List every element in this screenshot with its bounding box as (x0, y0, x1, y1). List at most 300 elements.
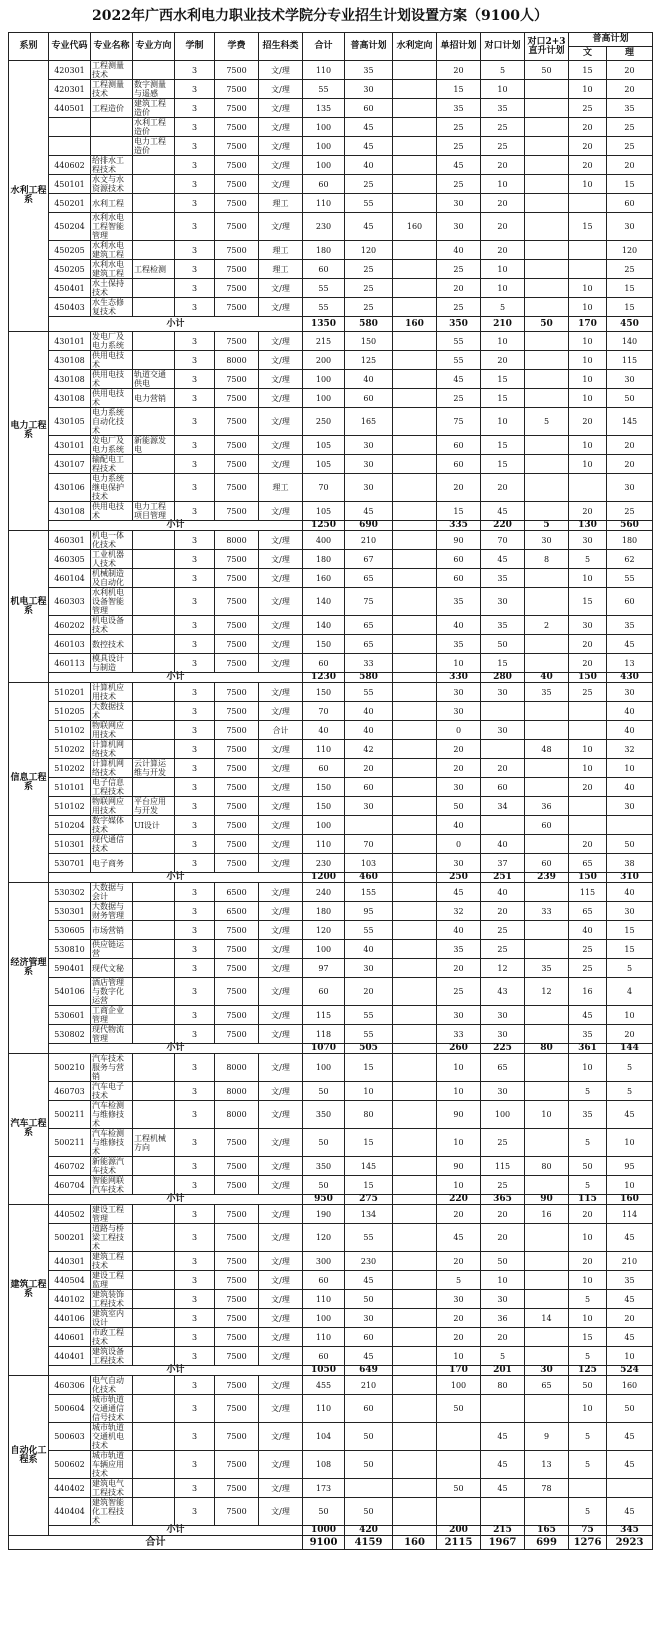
table-cell: 15 (481, 455, 525, 474)
table-cell (133, 616, 175, 635)
table-cell: 文/理 (259, 137, 303, 156)
table-cell: 7500 (215, 1129, 259, 1157)
table-cell: 210 (607, 1252, 653, 1271)
table-row (9, 797, 653, 816)
table-cell: 65 (345, 635, 393, 654)
table-cell: 20 (481, 156, 525, 175)
table-cell: 3 (175, 816, 215, 835)
table-row (9, 635, 653, 654)
table-cell: 35 (607, 616, 653, 635)
table-row (9, 1290, 653, 1309)
table-cell (393, 118, 437, 137)
table-cell: 20 (607, 1309, 653, 1328)
table-cell: 文/理 (259, 1423, 303, 1451)
table-cell: 115 (607, 351, 653, 370)
table-cell (525, 759, 569, 778)
table-cell (393, 635, 437, 654)
table-row (9, 118, 653, 137)
subtotal-cell: 90 (525, 1195, 569, 1205)
subtotal-cell: 275 (345, 1195, 393, 1205)
table-cell: 40 (345, 370, 393, 389)
table-cell (393, 959, 437, 978)
table-cell: 文/理 (259, 740, 303, 759)
table-cell (393, 436, 437, 455)
table-cell: 30 (607, 474, 653, 502)
table-cell: 100 (303, 137, 345, 156)
table-cell: 105 (303, 502, 345, 521)
subtotal-cell: 365 (481, 1195, 525, 1205)
table-cell (393, 921, 437, 940)
subtotal-row (9, 521, 653, 531)
subtotal-cell: 144 (607, 1044, 653, 1054)
subtotal-cell: 260 (437, 1044, 481, 1054)
table-cell (345, 816, 393, 835)
table-cell: 5 (569, 1423, 607, 1451)
table-cell: 5 (569, 1347, 607, 1366)
subtotal-cell: 950 (303, 1195, 345, 1205)
table-cell: 75 (437, 408, 481, 436)
table-row (9, 455, 653, 474)
table-cell: 50 (437, 1395, 481, 1423)
table-cell: 460103 (49, 635, 91, 654)
table-cell: 3 (175, 279, 215, 298)
table-row (9, 759, 653, 778)
subtotal-cell: 125 (569, 1366, 607, 1376)
table-cell (133, 1376, 175, 1395)
table-cell (133, 1025, 175, 1044)
table-cell (133, 569, 175, 588)
table-cell: 7500 (215, 1451, 259, 1479)
table-cell: 3 (175, 654, 215, 673)
table-cell: 45 (345, 1347, 393, 1366)
table-cell: 3 (175, 1376, 215, 1395)
table-cell: 15 (607, 921, 653, 940)
table-cell: 合计 (259, 721, 303, 740)
table-cell: 7500 (215, 80, 259, 99)
table-cell (569, 702, 607, 721)
table-cell: 文/理 (259, 816, 303, 835)
table-cell: 文/理 (259, 1082, 303, 1101)
table-cell: 数控技术 (91, 635, 133, 654)
table-cell (481, 1498, 525, 1526)
table-cell: 文/理 (259, 531, 303, 550)
table-cell: 173 (303, 1479, 345, 1498)
table-cell (393, 1157, 437, 1176)
table-cell: 3 (175, 778, 215, 797)
table-cell (393, 550, 437, 569)
table-cell: 15 (437, 502, 481, 521)
table-cell: 建设工程管理 (91, 1205, 133, 1224)
subtotal-cell: 250 (437, 873, 481, 883)
table-cell: 3 (175, 854, 215, 873)
table-cell: 140 (607, 332, 653, 351)
table-cell: 20 (607, 61, 653, 80)
table-cell: 460202 (49, 616, 91, 635)
table-cell: 35 (525, 683, 569, 702)
table-cell: 电力营销 (133, 389, 175, 408)
table-row (9, 1252, 653, 1271)
table-cell: 460702 (49, 1157, 91, 1176)
table-cell: 45 (481, 1451, 525, 1479)
table-cell: 55 (345, 1224, 393, 1252)
table-cell: 55 (345, 683, 393, 702)
table-cell (393, 156, 437, 175)
table-cell: 3 (175, 1328, 215, 1347)
table-cell: 轨道交通供电 (133, 370, 175, 389)
table-cell: 文/理 (259, 921, 303, 940)
table-cell: 10 (569, 1309, 607, 1328)
subtotal-cell: 5 (525, 521, 569, 531)
table-cell: 460305 (49, 550, 91, 569)
table-cell: 30 (345, 455, 393, 474)
table-cell: 20 (437, 474, 481, 502)
table-cell: 40 (437, 616, 481, 635)
table-cell: 7500 (215, 194, 259, 213)
subtotal-cell: 160 (607, 1195, 653, 1205)
table-cell (607, 816, 653, 835)
table-cell (525, 1395, 569, 1423)
table-cell: 工程机械方向 (133, 1129, 175, 1157)
table-cell: 云计算运维与开发 (133, 759, 175, 778)
table-cell: 汽车技术服务与营销 (91, 1054, 133, 1082)
table-cell: 45 (481, 502, 525, 521)
table-cell: 市政工程技术 (91, 1328, 133, 1347)
table-cell: 7500 (215, 1176, 259, 1195)
table-cell: 10 (569, 1224, 607, 1252)
table-cell: 现代文秘 (91, 959, 133, 978)
table-cell: 7500 (215, 721, 259, 740)
table-row (9, 1376, 653, 1395)
dept-cell: 机电工程系 (9, 531, 49, 683)
table-cell: 65 (481, 1054, 525, 1082)
table-cell (393, 370, 437, 389)
table-cell (345, 1479, 393, 1498)
table-cell: 20 (345, 978, 393, 1006)
table-cell: 5 (525, 408, 569, 436)
table-cell (91, 118, 133, 137)
table-cell: 430108 (49, 502, 91, 521)
table-cell: 建筑装饰工程技术 (91, 1290, 133, 1309)
table-cell (393, 835, 437, 854)
table-cell: 文/理 (259, 1129, 303, 1157)
total-cell: 1967 (481, 1536, 525, 1550)
table-cell: 450403 (49, 298, 91, 317)
table-cell: 460306 (49, 1376, 91, 1395)
table-cell: 440106 (49, 1309, 91, 1328)
table-cell (525, 835, 569, 854)
table-cell: 20 (607, 1025, 653, 1044)
subtotal-cell: 310 (607, 873, 653, 883)
subtotal-row (9, 1195, 653, 1205)
table-cell: 430107 (49, 455, 91, 474)
table-cell: 3 (175, 156, 215, 175)
table-cell: 190 (303, 1205, 345, 1224)
table-cell (133, 959, 175, 978)
table-row (9, 1224, 653, 1252)
table-cell: 文/理 (259, 1224, 303, 1252)
table-cell: 7500 (215, 279, 259, 298)
table-cell: 8000 (215, 351, 259, 370)
table-cell: 16 (569, 978, 607, 1006)
table-cell: 60 (607, 194, 653, 213)
table-cell (393, 683, 437, 702)
table-cell: 文/理 (259, 332, 303, 351)
table-cell: 65 (569, 854, 607, 873)
table-cell: 120 (303, 921, 345, 940)
table-row (9, 835, 653, 854)
table-cell: 水利机电设备智能管理 (91, 588, 133, 616)
table-cell: 20 (481, 1224, 525, 1252)
table-cell: 50 (481, 635, 525, 654)
table-cell: 430101 (49, 332, 91, 351)
table-cell: 文/理 (259, 569, 303, 588)
table-cell: 65 (525, 1376, 569, 1395)
table-cell: 35 (607, 1271, 653, 1290)
subtotal-row (9, 1044, 653, 1054)
table-cell (133, 902, 175, 921)
table-cell: UI设计 (133, 816, 175, 835)
table-cell: 25 (481, 921, 525, 940)
table-cell (525, 502, 569, 521)
table-cell: 建筑设备工程技术 (91, 1347, 133, 1366)
subtotal-cell: 350 (437, 317, 481, 332)
table-cell: 510202 (49, 740, 91, 759)
table-cell: 7500 (215, 1025, 259, 1044)
table-row (9, 531, 653, 550)
table-cell: 350 (303, 1157, 345, 1176)
table-cell: 45 (607, 1498, 653, 1526)
table-cell: 7500 (215, 1205, 259, 1224)
table-cell: 7500 (215, 921, 259, 940)
table-cell: 40 (437, 241, 481, 260)
table-cell: 电力工程造价 (133, 137, 175, 156)
table-cell: 3 (175, 1006, 215, 1025)
table-cell (525, 1054, 569, 1082)
table-cell: 25 (345, 260, 393, 279)
table-cell: 455 (303, 1376, 345, 1395)
table-row (9, 616, 653, 635)
table-cell: 10 (607, 1176, 653, 1195)
table-cell (393, 1176, 437, 1195)
table-cell: 7500 (215, 175, 259, 194)
table-cell (133, 854, 175, 873)
table-row (9, 1101, 653, 1129)
table-cell (133, 1498, 175, 1526)
table-cell: 20 (481, 351, 525, 370)
subtotal-cell: 210 (481, 317, 525, 332)
table-cell: 120 (303, 1224, 345, 1252)
table-cell: 文/理 (259, 635, 303, 654)
table-cell: 460303 (49, 588, 91, 616)
table-cell (133, 835, 175, 854)
table-cell: 10 (569, 389, 607, 408)
table-cell: 440602 (49, 156, 91, 175)
subtotal-cell (393, 1044, 437, 1054)
table-cell: 5 (569, 550, 607, 569)
table-cell (393, 502, 437, 521)
table-cell: 8000 (215, 1054, 259, 1082)
table-cell: 7500 (215, 1423, 259, 1451)
table-cell: 530810 (49, 940, 91, 959)
table-row (9, 569, 653, 588)
table-cell: 40 (345, 940, 393, 959)
table-cell: 30 (345, 959, 393, 978)
table-cell: 15 (481, 436, 525, 455)
table-cell: 20 (569, 156, 607, 175)
table-cell (133, 702, 175, 721)
table-row (9, 1157, 653, 1176)
table-cell: 33 (345, 654, 393, 673)
table-cell: 文/理 (259, 1328, 303, 1347)
table-cell: 5 (481, 61, 525, 80)
table-cell: 发电厂及电力系统 (91, 332, 133, 351)
table-cell (393, 1025, 437, 1044)
table-cell: 新能源汽车技术 (91, 1157, 133, 1176)
table-cell: 7500 (215, 702, 259, 721)
table-cell: 25 (437, 175, 481, 194)
table-cell: 物联网应用技术 (91, 797, 133, 816)
table-cell (133, 588, 175, 616)
subtotal-cell: 150 (569, 673, 607, 683)
subtotal-cell: 75 (569, 1526, 607, 1536)
table-cell: 55 (607, 569, 653, 588)
table-cell: 7500 (215, 455, 259, 474)
table-cell: 440601 (49, 1328, 91, 1347)
table-cell: 25 (569, 99, 607, 118)
table-cell: 7500 (215, 436, 259, 455)
table-cell: 50 (569, 1376, 607, 1395)
table-cell: 90 (437, 1157, 481, 1176)
table-cell: 60 (303, 654, 345, 673)
table-cell: 30 (607, 370, 653, 389)
table-cell: 45 (437, 1224, 481, 1252)
table-cell: 90 (437, 531, 481, 550)
table-cell: 60 (437, 455, 481, 474)
table-cell: 5 (569, 1451, 607, 1479)
table-cell: 3 (175, 80, 215, 99)
table-cell: 32 (437, 902, 481, 921)
table-cell (49, 137, 91, 156)
table-cell: 230 (303, 213, 345, 241)
table-cell: 15 (345, 1054, 393, 1082)
table-cell: 10 (569, 175, 607, 194)
table-cell: 电力系统自动化技术 (91, 408, 133, 436)
table-cell: 3 (175, 588, 215, 616)
table-cell: 50 (345, 1498, 393, 1526)
table-cell (481, 740, 525, 759)
table-cell: 大数据与财务管理 (91, 902, 133, 921)
table-cell (393, 1395, 437, 1423)
subtotal-cell: 251 (481, 873, 525, 883)
subtotal-row (9, 673, 653, 683)
table-cell: 35 (481, 569, 525, 588)
table-cell: 3 (175, 370, 215, 389)
table-cell (393, 298, 437, 317)
table-cell (393, 1224, 437, 1252)
table-cell: 100 (303, 816, 345, 835)
table-cell: 20 (569, 118, 607, 137)
table-cell: 文/理 (259, 298, 303, 317)
table-cell (393, 759, 437, 778)
table-cell: 5 (437, 1271, 481, 1290)
subtotal-cell: 505 (345, 1044, 393, 1054)
table-cell: 水利工程 (91, 194, 133, 213)
table-cell: 12 (525, 978, 569, 1006)
table-cell: 10 (607, 1129, 653, 1157)
table-cell (525, 569, 569, 588)
table-cell: 300 (303, 1252, 345, 1271)
total-cell: 160 (393, 1536, 437, 1550)
table-cell: 文/理 (259, 80, 303, 99)
table-cell: 建筑智能化工程技术 (91, 1498, 133, 1526)
table-cell: 15 (437, 80, 481, 99)
table-cell: 20 (345, 759, 393, 778)
table-cell: 20 (481, 759, 525, 778)
table-cell: 45 (607, 1224, 653, 1252)
table-cell (133, 940, 175, 959)
table-cell: 160 (303, 569, 345, 588)
table-cell (525, 175, 569, 194)
table-cell (393, 778, 437, 797)
table-cell: 50 (607, 1395, 653, 1423)
table-cell: 40 (345, 702, 393, 721)
total-cell: 699 (525, 1536, 569, 1550)
table-cell: 510202 (49, 759, 91, 778)
table-cell: 7500 (215, 1006, 259, 1025)
table-cell: 理工 (259, 241, 303, 260)
table-cell: 10 (481, 279, 525, 298)
table-cell: 3 (175, 298, 215, 317)
table-cell: 150 (303, 778, 345, 797)
table-cell: 230 (303, 854, 345, 873)
table-cell: 100 (303, 389, 345, 408)
table-cell: 35 (481, 99, 525, 118)
table-row (9, 940, 653, 959)
table-cell: 20 (607, 436, 653, 455)
table-cell (525, 1347, 569, 1366)
table-cell: 33 (437, 1025, 481, 1044)
table-cell: 15 (607, 175, 653, 194)
table-cell: 20 (569, 1205, 607, 1224)
table-cell (133, 721, 175, 740)
table-cell: 3 (175, 351, 215, 370)
table-cell (437, 1423, 481, 1451)
table-cell: 160 (393, 213, 437, 241)
table-cell: 7500 (215, 778, 259, 797)
table-cell: 38 (607, 854, 653, 873)
table-cell: 25 (607, 502, 653, 521)
table-cell (481, 702, 525, 721)
table-cell: 45 (607, 635, 653, 654)
table-cell: 45 (345, 502, 393, 521)
table-cell (525, 1025, 569, 1044)
table-cell: 文/理 (259, 616, 303, 635)
table-cell: 文/理 (259, 1006, 303, 1025)
table-cell: 文/理 (259, 370, 303, 389)
table-cell: 0 (437, 835, 481, 854)
table-cell: 3 (175, 474, 215, 502)
table-cell (133, 1205, 175, 1224)
table-cell: 180 (303, 550, 345, 569)
table-cell: 15 (607, 298, 653, 317)
table-cell: 文/理 (259, 279, 303, 298)
table-cell (393, 702, 437, 721)
table-cell: 15 (569, 588, 607, 616)
table-cell: 25 (481, 1176, 525, 1195)
table-cell: 135 (303, 99, 345, 118)
table-cell: 3 (175, 683, 215, 702)
table-cell: 7500 (215, 502, 259, 521)
